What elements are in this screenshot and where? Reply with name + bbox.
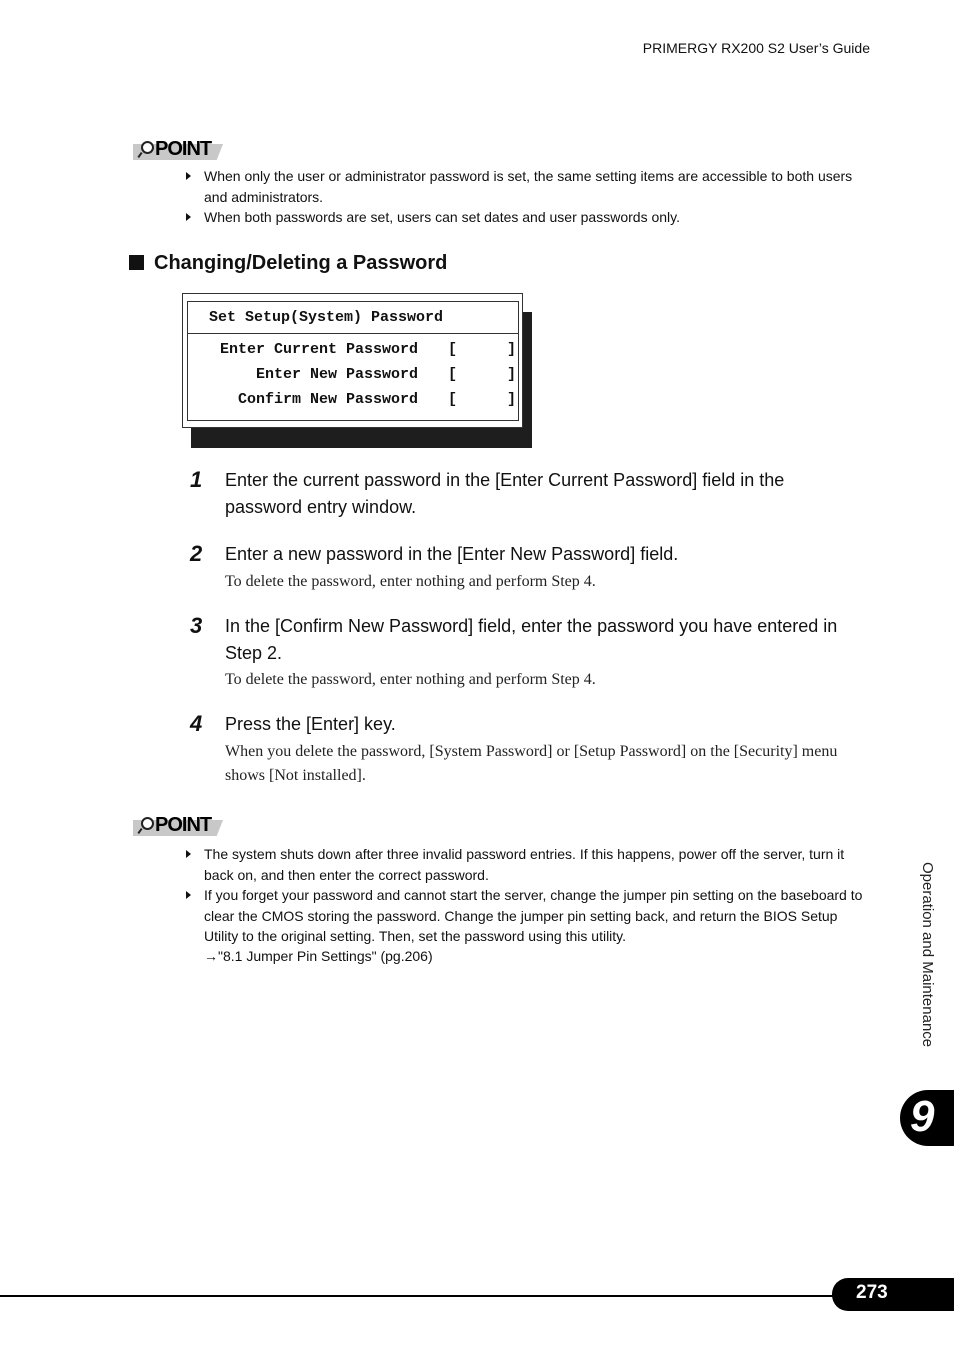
field-close-bracket: ] xyxy=(507,366,517,383)
square-bullet-icon xyxy=(129,255,144,270)
step-text: Enter the current password in the [Enter Current Password] field in the password entry window. xyxy=(225,470,785,517)
page-number: 273 xyxy=(856,1282,888,1303)
bullet-arrow-icon xyxy=(186,850,191,858)
enter-new-password-label: Enter New Password xyxy=(255,366,418,383)
guide-title: PRIMERGY RX200 S2 User’s Guide xyxy=(642,40,870,56)
magnifier-icon xyxy=(141,141,154,154)
step-note: To delete the password, enter nothing and perform Step 4. xyxy=(225,573,596,590)
chapter-tab xyxy=(900,1090,954,1146)
step-text: In the [Confirm New Password] field, enter the password you have entered in Step 2. xyxy=(225,616,838,663)
bullet-arrow-icon xyxy=(186,172,191,180)
enter-current-password-label: Enter Current Password xyxy=(219,341,418,358)
magnifier-icon xyxy=(141,817,154,830)
point-label: POINT xyxy=(155,814,212,836)
step-text: Press the [Enter] key. xyxy=(225,714,396,734)
field-open-bracket: [ xyxy=(448,341,458,358)
step-note: When you delete the password, [System Password] or [Setup Password] on the [Security] menu shows [Not installed]. xyxy=(225,743,838,784)
point-badge xyxy=(133,138,223,160)
list-item: If you forget your password and cannot start the server, change the jumper pin setting on the baseboard to clear the CMOS storing the password. Change the jumper pin setting back, and return the BIOS Setup Utility to the original setting. Then, set the password using this utility. xyxy=(183,885,873,947)
point-list xyxy=(183,166,873,228)
list-item: When only the user or administrator password is set, the same setting items are accessible to both users and administrators. xyxy=(183,166,873,207)
step-number: 2 xyxy=(190,541,203,566)
chapter-side-label: Operation and Maintenance xyxy=(919,862,936,1048)
list-item: When both passwords are set, users can set dates and user passwords only. xyxy=(183,207,873,228)
step-number: 1 xyxy=(190,467,203,492)
field-close-bracket: ] xyxy=(507,391,517,408)
step-text: Enter a new password in the [Enter New Password] field. xyxy=(225,544,679,564)
bullet-arrow-icon xyxy=(186,213,191,221)
list-item: The system shuts down after three invalid password entries. If this happens, power off the server, turn it back on, and then enter the correct password. xyxy=(183,844,873,885)
field-close-bracket: ] xyxy=(507,341,517,358)
confirm-new-password-label: Confirm New Password xyxy=(237,391,418,408)
section-heading: Changing/Deleting a Password xyxy=(129,252,447,275)
chapter-number: 9 xyxy=(910,1092,935,1141)
page-number-tab xyxy=(832,1278,954,1311)
step-number: 4 xyxy=(190,711,203,736)
field-open-bracket: [ xyxy=(448,391,458,408)
point-badge xyxy=(133,814,223,836)
step-number: 3 xyxy=(190,613,203,638)
bullet-arrow-icon xyxy=(186,891,191,899)
point-list xyxy=(183,844,873,947)
dialog-divider xyxy=(187,333,519,334)
footer-rule xyxy=(0,1295,840,1297)
reference-link[interactable]: →"8.1 Jumper Pin Settings" (pg.206) xyxy=(204,948,433,964)
point-label: POINT xyxy=(155,138,212,160)
dialog-title: Set Setup(System) Password xyxy=(209,309,444,326)
field-open-bracket: [ xyxy=(448,366,458,383)
step-note: To delete the password, enter nothing and perform Step 4. xyxy=(225,671,596,688)
